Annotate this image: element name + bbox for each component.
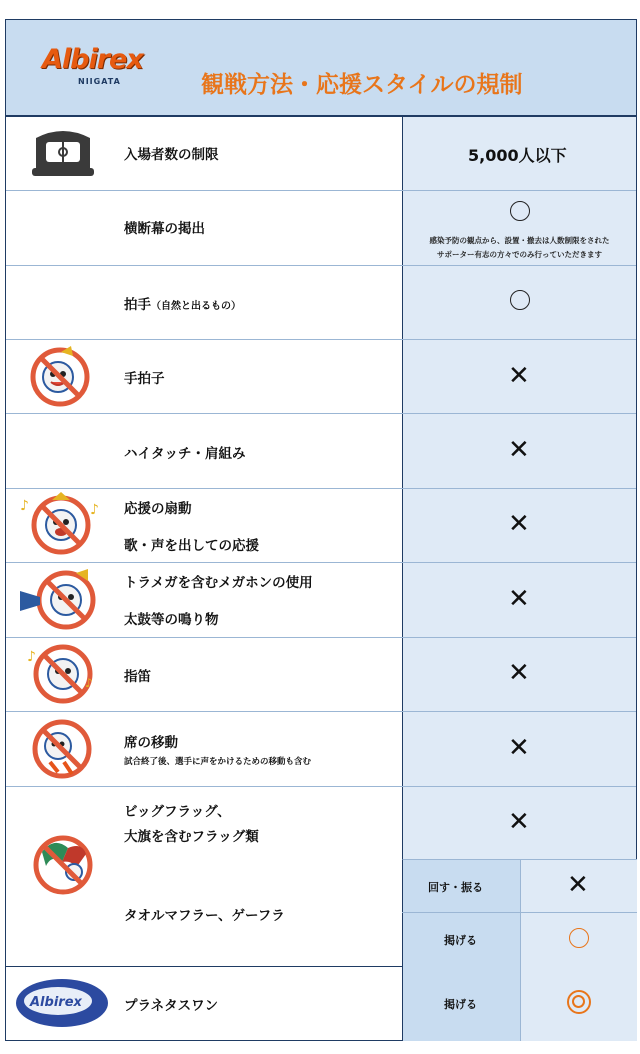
prohibited-mark: ✕ bbox=[508, 807, 530, 837]
banner-note-line2: サポーター有志の方々でのみ行っていただきます bbox=[437, 250, 602, 259]
row-label-flags: 大旗を含むフラッグ類 bbox=[124, 829, 259, 845]
row-sublabel-seat-moving: 試合終了後、選手に声をかけるための移動も含む bbox=[124, 757, 312, 767]
row-label-finger-whistle: 指笛 bbox=[124, 669, 151, 685]
row-label-singing: 歌・声を出しての応援 bbox=[124, 538, 259, 554]
row-label-banner: 横断幕の掲出 bbox=[124, 221, 205, 237]
mascot-moving-prohibited-icon bbox=[28, 716, 96, 782]
prohibited-mark: ✕ bbox=[508, 584, 530, 614]
mascot-megaphone-prohibited-icon bbox=[18, 567, 104, 633]
row-label-attendance: 入場者数の制限 bbox=[124, 147, 219, 163]
allowed-mark bbox=[510, 201, 530, 221]
row-label-megaphone: トラメガを含むメガホンの使用 bbox=[124, 575, 313, 591]
mascot-cheering-prohibited-icon bbox=[18, 492, 104, 558]
row-label-high-five: ハイタッチ・肩組み bbox=[124, 446, 246, 462]
row-label-planetas-swan: プラネタスワン bbox=[124, 998, 219, 1014]
towel-divider bbox=[402, 912, 637, 913]
prohibited-mark: ✕ bbox=[567, 870, 589, 900]
planetas-swan-icon bbox=[14, 975, 110, 1031]
row-label-incitement: 応援の扇動 bbox=[124, 501, 192, 517]
stadium-icon bbox=[28, 124, 98, 184]
flag-prohibited-icon bbox=[28, 832, 98, 898]
banner-note-line1: 感染予防の観点から、設置・撤去は人数制限をされた bbox=[429, 236, 610, 245]
mascot-whistle-prohibited-icon bbox=[25, 641, 97, 707]
allowed-mark bbox=[510, 290, 530, 310]
svg-text:Albirex: Albirex bbox=[30, 995, 82, 1010]
prohibited-mark: ✕ bbox=[508, 361, 530, 391]
mascot-clapping-prohibited-icon bbox=[25, 344, 95, 410]
towel-action-swing: 回す・振る bbox=[428, 881, 483, 894]
prohibited-mark: ✕ bbox=[508, 509, 530, 539]
prohibited-mark: ✕ bbox=[508, 733, 530, 763]
row-label-hand-clapping: 手拍子 bbox=[124, 371, 165, 387]
albirex-niigata-logo: Albirex NIIGATA bbox=[42, 44, 143, 86]
towel-action-raise: 掲げる bbox=[444, 934, 477, 947]
recommended-mark bbox=[567, 990, 591, 1014]
svg-text:♪: ♪ bbox=[85, 676, 93, 690]
svg-text:♪: ♪ bbox=[20, 498, 29, 514]
swan-action-raise: 掲げる bbox=[444, 998, 477, 1011]
row-label-big-flag: ビッグフラッグ、 bbox=[124, 804, 231, 820]
svg-text:♪: ♪ bbox=[27, 649, 36, 665]
row-label-applause: 拍手（自然と出るもの） bbox=[124, 297, 241, 313]
row-label-seat-moving: 席の移動 bbox=[124, 735, 178, 751]
row-label-instruments: 太鼓等の鳴り物 bbox=[124, 612, 219, 628]
page-title: 観戦方法・応援スタイルの規制 bbox=[201, 72, 523, 98]
prohibited-mark: ✕ bbox=[508, 435, 530, 465]
row-label-towel-muffler: タオルマフラー、ゲーフラ bbox=[124, 908, 285, 924]
svg-text:♪: ♪ bbox=[90, 502, 99, 518]
attendance-limit-value: 5,000人以下 bbox=[468, 146, 567, 165]
prohibited-mark: ✕ bbox=[508, 658, 530, 688]
allowed-mark bbox=[569, 928, 589, 948]
